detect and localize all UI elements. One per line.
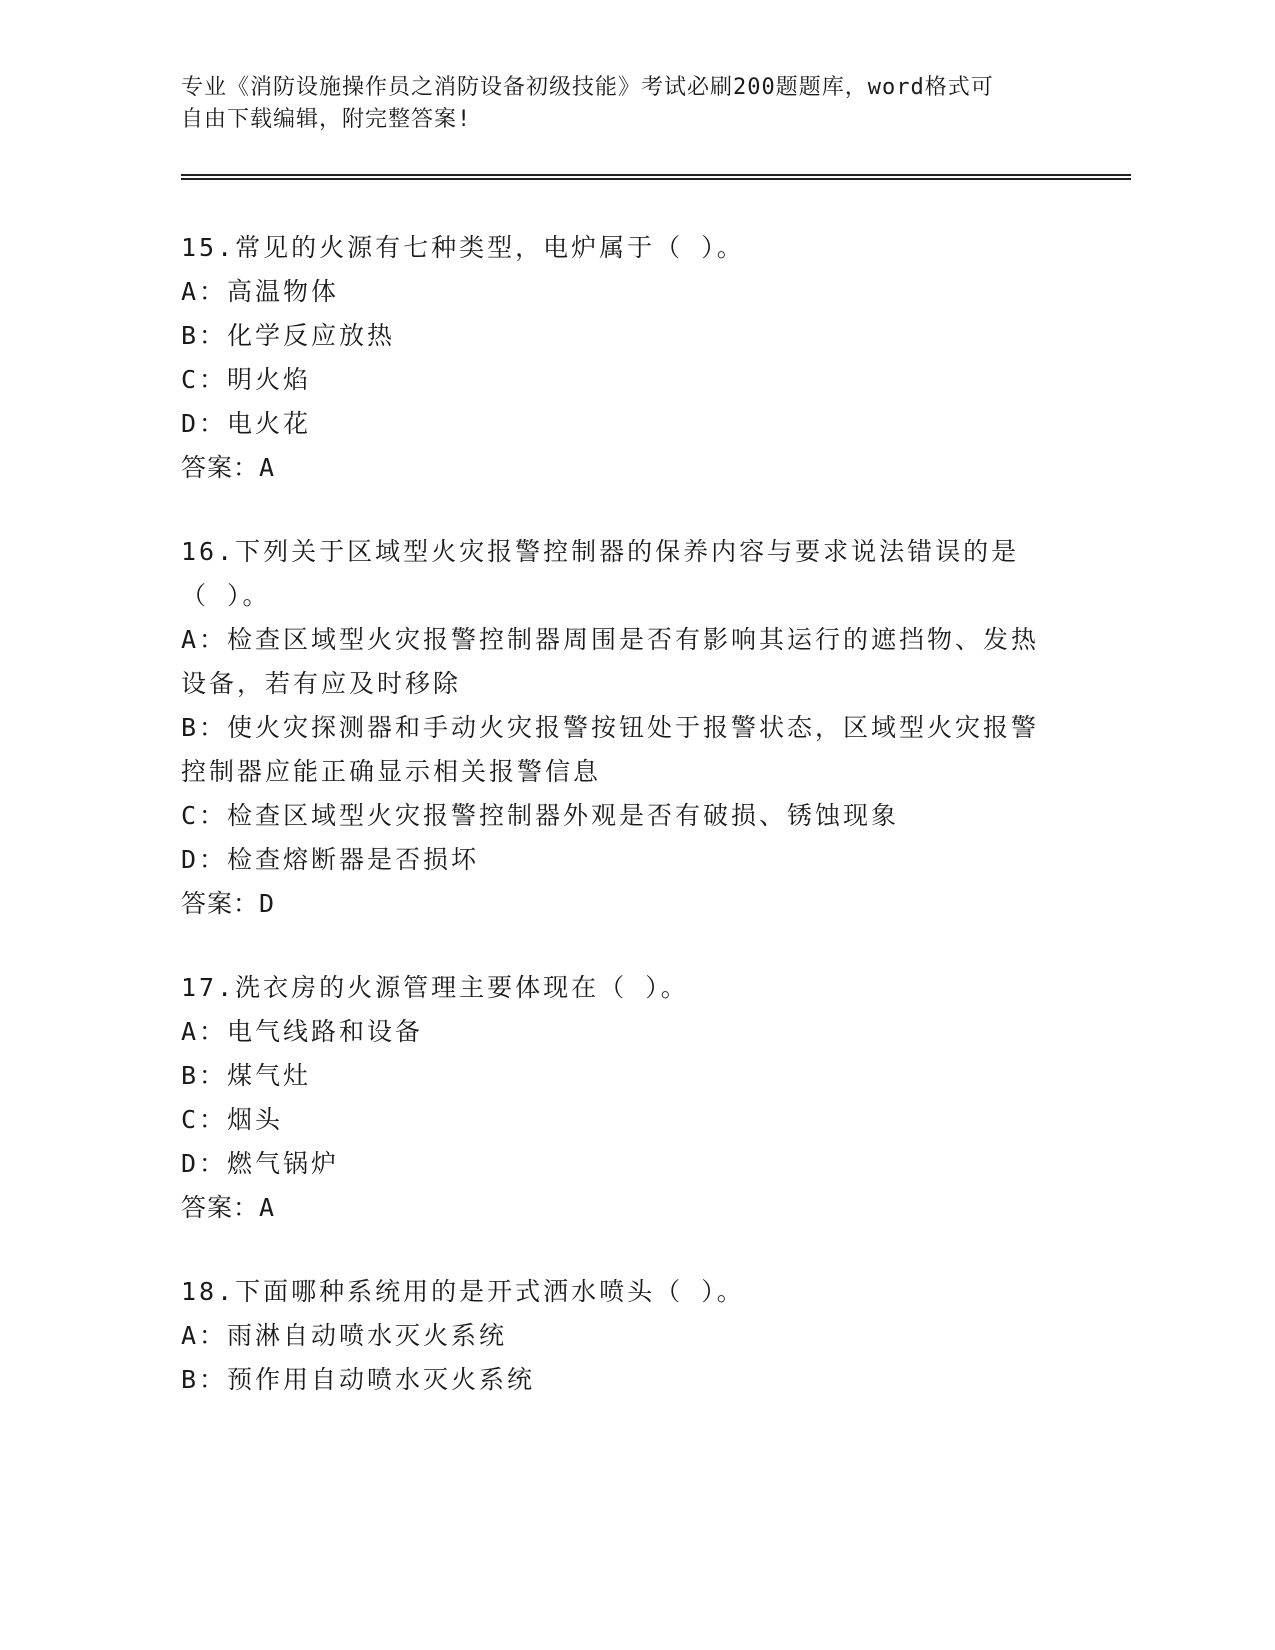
question-text: 18.下面哪种系统用的是开式洒水喷头（ ）。 xyxy=(181,1277,745,1306)
option-b: B：煤气灶 xyxy=(181,1061,312,1090)
option-a: A：雨淋自动喷水灭火系统 xyxy=(181,1321,508,1350)
question-15 xyxy=(181,226,1041,490)
question-text: 16.下列关于区域型火灾报警控制器的保养内容与要求说法错误的是（ ）。 xyxy=(181,537,1020,610)
option-d: D：检查熔断器是否损坏 xyxy=(181,845,480,874)
answer-value: A xyxy=(259,453,276,482)
answer-value: D xyxy=(259,889,276,918)
answer-value: A xyxy=(259,1193,276,1222)
document-header xyxy=(181,72,1041,136)
header-line-2: 自由下载编辑，附完整答案! xyxy=(181,107,472,132)
question-list xyxy=(181,226,1041,1442)
answer-label: 答案： xyxy=(181,453,260,482)
answer-line xyxy=(181,1186,1041,1230)
answer-label: 答案： xyxy=(181,889,260,918)
option-c: C：烟头 xyxy=(181,1105,284,1134)
question-text: 15.常见的火源有七种类型，电炉属于（ ）。 xyxy=(181,233,745,262)
option-b: B：预作用自动喷水灭火系统 xyxy=(181,1365,536,1394)
question-18 xyxy=(181,1270,1041,1402)
option-b: B：化学反应放热 xyxy=(181,321,396,350)
option-d: D：电火花 xyxy=(181,409,312,438)
question-17 xyxy=(181,966,1041,1230)
option-a: A：电气线路和设备 xyxy=(181,1017,424,1046)
answer-line xyxy=(181,446,1041,490)
question-text: 17.洗衣房的火源管理主要体现在（ ）。 xyxy=(181,973,689,1002)
header-divider xyxy=(181,174,1131,180)
option-b: B：使火灾探测器和手动火灾报警按钮处于报警状态，区域型火灾报警控制器应能正确显示相关报警信息 xyxy=(181,713,1040,786)
option-d: D：燃气锅炉 xyxy=(181,1149,340,1178)
answer-label: 答案： xyxy=(181,1193,260,1222)
option-c: C：明火焰 xyxy=(181,365,312,394)
option-c: C：检查区域型火灾报警控制器外观是否有破损、锈蚀现象 xyxy=(181,801,900,830)
option-a: A：检查区域型火灾报警控制器周围是否有影响其运行的遮挡物、发热设备，若有应及时移除 xyxy=(181,625,1040,698)
answer-line xyxy=(181,882,1041,926)
option-a: A：高温物体 xyxy=(181,277,340,306)
question-16 xyxy=(181,530,1041,926)
header-line-1: 专业《消防设施操作员之消防设备初级技能》考试必刷200题题库，word格式可 xyxy=(181,75,994,100)
